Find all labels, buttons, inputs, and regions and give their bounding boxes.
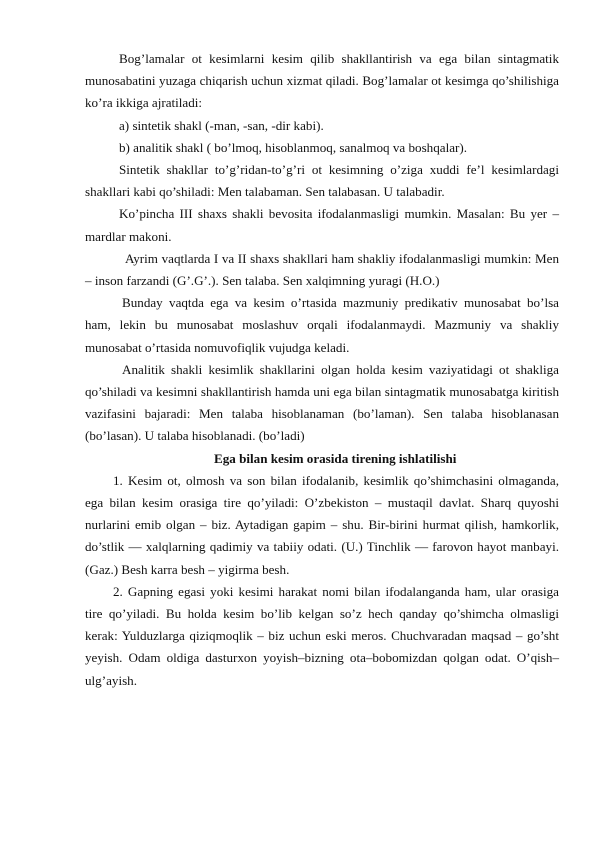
section-heading: Ega bilan kesim orasida tirening ishlatilishi bbox=[214, 450, 457, 466]
document-page bbox=[85, 48, 559, 692]
paragraph-ayrim-vaqtlarda: Ayrim vaqtlarda I va II shaxs shakllari ham shakliy ifodalanmasligi mumkin: Men – inson farzandi (G’.G’.). Sen talaba. Sen xalqimning yuragi (H.O.) bbox=[85, 250, 559, 289]
paragraph-bunday-vaqtda: Bunday vaqtda ega va kesim o’rtasida mazmuniy predikativ munosabat bo’lsa ham, lekin bu munosabat moslashuv orqali ifodalanmaydi. Mazmuniy va shakliy munosabat o’rtasida nomuvofiqlik vujudga keladi. bbox=[85, 295, 559, 355]
paragraph-iii-shaxs: Ko’pincha III shaxs shakli bevosita ifodalanmasligi mumkin. Masalan: Bu yer – mardlar makoni. bbox=[85, 206, 559, 244]
paragraph-analitik-shakli: Analitik shakli kesimlik shakllarini olgan holda kesim vaziyatidagi ot shakliga qo’shiladi va kesimni shakllantirish hamda uni ega bilan sintagmatik munosabatga kiritish vazifasini bajaradi: Men talaba hisoblanaman (bo’laman). Sen talaba hisoblanasan (bo’lasan). U talaba hisoblanadi. (bo’ladi) bbox=[85, 361, 559, 444]
paragraph-analitik-shakl: b) analitik shakl ( bo’lmoq, hisoblanmoq, sanalmoq va boshqalar). bbox=[119, 139, 468, 155]
paragraph-sintetik-shakllar: Sintetik shakllar to’g’ridan-to’g’ri ot kesimning o’ziga xuddi fe’l kesimlardagi shakllari kabi qo’shiladi: Men talabaman. Sen talabasan. U talabadir. bbox=[85, 162, 559, 200]
paragraph-bog-lamalar: Bog’lamalar ot kesimlarni kesim qilib shakllantirish va ega bilan sintagmatik munosabatini yuzaga chiqarish uchun xizmat qiladi. Bog’lamalar ot kesimga qo’shilishiga ko’ra ikkiga ajratiladi: bbox=[85, 51, 559, 111]
numbered-item-1: 1. Kesim ot, olmosh va son bilan ifodalanib, kesimlik qo’shimchasini olmaganda, ega bilan kesim orasiga tire qo’yiladi: O’zbekiston – mustaqil davlat. Sharq quyoshi nurlarini emib olgan – biz. Aytadigan gapim – shu. Bir-birini hurmat qilish, hamkorlik, do’stlik — xalqlarning qadimiy va tabiiy odati. (U.) Tinchlik — farovon hayot manbayi. (Gaz.) Besh karra besh – yigirma besh. bbox=[85, 472, 559, 577]
paragraph-sintetik-shakl: a) sintetik shakl (-man, -san, -dir kabi). bbox=[119, 117, 324, 133]
numbered-item-2: 2. Gapning egasi yoki kesimi harakat nomi bilan ifodalanganda ham, ular orasiga tire qo’yiladi. Bu holda kesim bo’lib kelgan so’z hech qanday qo’shimcha olmasligi kerak: Yulduzlarga qiziqmoqlik – biz uchun eski meros. Chuchvaradan maqsad – go’sht yeyish. Odam oldiga dasturxon yoyish–bizning ota–bobomizdan qolgan odat. O’qish–ulg’ayish. bbox=[85, 583, 559, 688]
